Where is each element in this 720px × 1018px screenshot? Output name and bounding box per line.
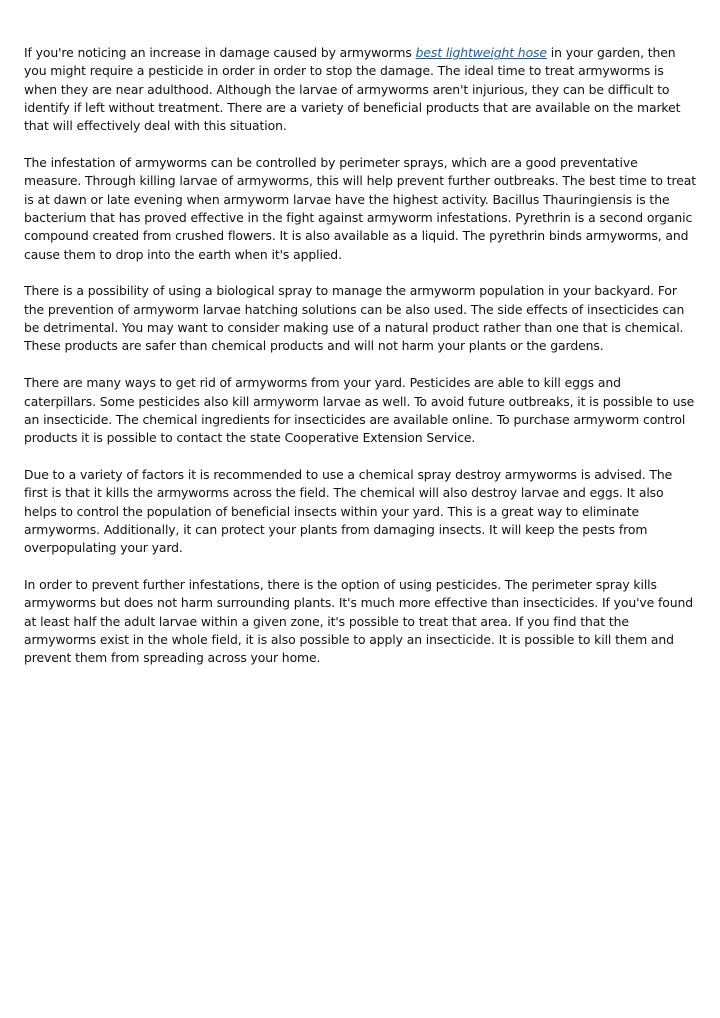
- paragraph-6: In order to prevent further infestations, there is the option of using pesticides. The perimeter spray kills armyworms but does not harm surrounding plants. It's much more effective than insecticides. If you've found at least half the adult larvae within a given zone, it's possible to treat that area. If you find that the armyworms exist in the whole field, it is also possible to apply an insecticide. It is possible to kill them and prevent them from spreading across your home.: [24, 577, 694, 666]
- paragraph-1: [24, 44, 696, 135]
- paragraph-1-text-start: If you're noticing an increase in damage caused by armyworms: [24, 45, 416, 60]
- paragraph-1-text-end: in your garden, then you might require a pesticide in order in order to stop the damage. The ideal time to treat armyworms is when they are near adulthood. Although the larvae of armyworms aren't injurious, they can be difficult to identify if left without treatment. There are a variety of beneficial products that are available on the market that will effectively deal with this situation.: [24, 45, 681, 134]
- paragraph-2: The infestation of armyworms can be controlled by perimeter sprays, which are a good preventative measure. Through killing larvae of armyworms, this will help prevent further outbreaks. The best time to treat is at dawn or late evening when armyworm larvae have the highest activity. Bacillus Thauringiensis is the bacterium that has proved effective in the fight against armyworm infestations. Pyrethrin is a second organic compound created from crushed flowers. It is also available as a liquid. The pyrethrin binds armyworms, and cause them to drop into the earth when it's applied.: [24, 155, 696, 262]
- best-lightweight-hose-link[interactable]: best lightweight hose: [415, 45, 547, 60]
- paragraph-5: Due to a variety of factors it is recommended to use a chemical spray destroy armyworms is advised. The first is that it kills the armyworms across the field. The chemical will also destroy larvae and eggs. It also helps to control the population of beneficial insects within your yard. This is a great way to eliminate armyworms. Additionally, it can protect your plants from damaging insects. It will keep the pests from overpopulating your yard.: [24, 467, 673, 556]
- paragraph-3: There is a possibility of using a biological spray to manage the armyworm population in your backyard. For the prevention of armyworm larvae hatching solutions can be also used. The side effects of insecticides can be detrimental. You may want to consider making use of a natural product rather than one that is chemical. These products are safer than chemical products and will not harm your plants or the gardens.: [24, 283, 685, 354]
- article-body: [24, 44, 696, 686]
- paragraph-4: There are many ways to get rid of armyworms from your yard. Pesticides are able to kill eggs and caterpillars. Some pesticides also kill armyworm larvae as well. To avoid future outbreaks, it is possible to use an insecticide. The chemical ingredients for insecticides are available online. To purchase armyworm control products it is possible to contact the state Cooperative Extension Service.: [24, 375, 695, 446]
